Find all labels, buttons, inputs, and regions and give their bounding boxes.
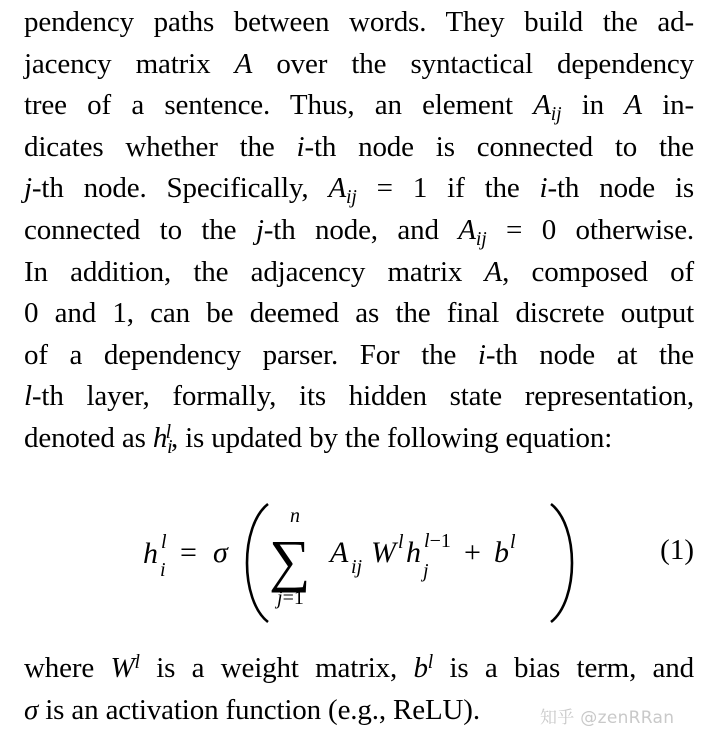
- watermark: 知乎 @zenRRan: [540, 708, 675, 728]
- svg-text:n: n: [290, 505, 300, 527]
- svg-text:j=1: j=1: [277, 587, 304, 609]
- svg-text:+: +: [464, 536, 481, 569]
- equation-number: (1): [660, 534, 694, 566]
- text-line: connected to the j-th node, and $A_{ij} = 0$ otherwise.: [24, 213, 695, 250]
- text-line: σ is an activation function (e.g., ReLU).: [24, 693, 480, 726]
- text-line: pendency paths between words. They build the ad-: [24, 6, 694, 38]
- svg-text:i: i: [160, 559, 166, 581]
- text-line: 0 and 1, can be deemed as the final discrete output: [24, 297, 694, 330]
- svg-text:b: b: [494, 536, 509, 569]
- svg-text:A: A: [330, 536, 349, 569]
- svg-text:h: h: [406, 536, 421, 569]
- svg-text:σ: σ: [213, 536, 228, 569]
- text-line: of a dependency parser. For the i-th node at the: [24, 338, 694, 371]
- text-line: denoted as $h_i^l$, is updated by the following equation:: [24, 421, 613, 458]
- equation-graphic: [0, 496, 714, 626]
- svg-text:l−1: l−1: [424, 530, 451, 552]
- svg-text:l: l: [510, 531, 516, 553]
- text-line: j-th node. Specifically, $A_{ij} = 1$ if the i-th node is: [24, 172, 695, 209]
- text-line: In addition, the adjacency matrix A, composed of: [24, 255, 694, 288]
- text-line: where $W^l$ is a weight matrix, $b^l$ is a bias term, and: [24, 651, 694, 684]
- text-line: jacency matrix A over the syntactical dependency: [24, 47, 694, 80]
- svg-text:=: =: [180, 536, 197, 569]
- svg-text:W: W: [371, 536, 396, 569]
- equation-1: [0, 496, 714, 626]
- text-line: l-th layer, formally, its hidden state representation,: [24, 380, 694, 413]
- svg-text:h: h: [143, 537, 158, 570]
- svg-text:∑: ∑: [269, 528, 311, 593]
- svg-text:j: j: [423, 560, 429, 582]
- text-line: tree of a sentence. Thus, an element $A_{ij}$ in A in-: [24, 89, 694, 126]
- paragraph-adjacency-matrix: [24, 2, 694, 460]
- svg-text:l: l: [398, 531, 404, 553]
- svg-text:l: l: [161, 531, 167, 553]
- svg-text:ij: ij: [351, 556, 363, 578]
- text-line: dicates whether the i-th node is connected to the: [24, 130, 694, 163]
